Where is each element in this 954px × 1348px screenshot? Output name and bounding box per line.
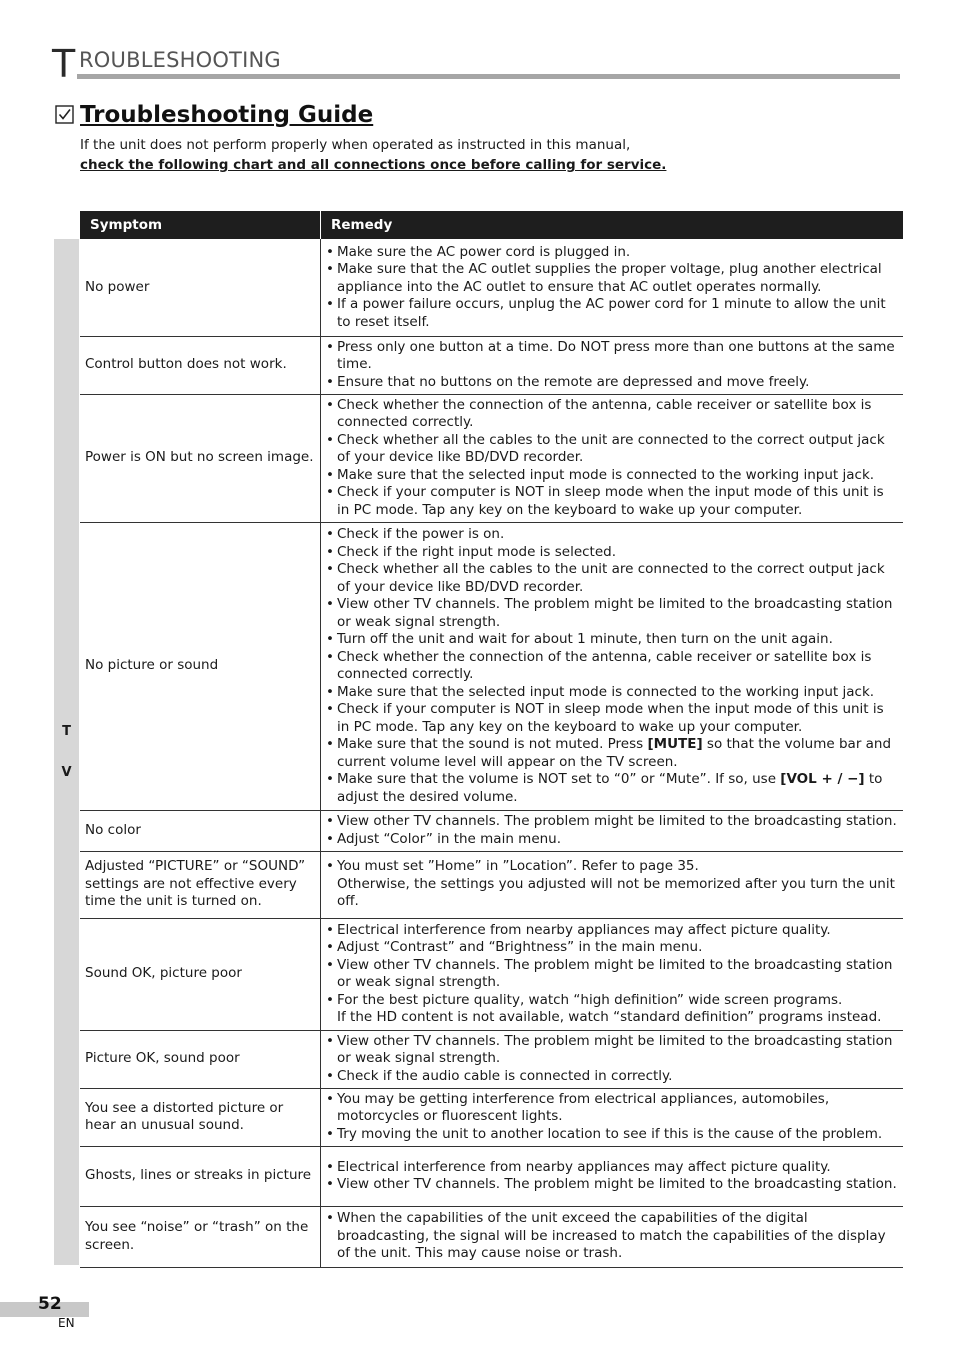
remedy-list bbox=[326, 1210, 899, 1263]
button-name: [MUTE] bbox=[647, 736, 703, 752]
remedy-item: • Electrical interference from nearby appliances may affect picture quality. bbox=[326, 1159, 899, 1177]
remedy-item: • If a power failure occurs, unplug the AC power cord for 1 minute to allow the unit to reset itself. bbox=[326, 296, 899, 331]
intro-line-1: If the unit does not perform properly when operated as instructed in this manual, bbox=[80, 137, 631, 153]
symptom-cell: Adjusted “PICTURE” or “SOUND” settings are not effective every time the unit is turned on. bbox=[80, 851, 321, 918]
remedy-item: • Make sure the AC power cord is plugged in. bbox=[326, 244, 899, 262]
remedy-item: • Check whether all the cables to the unit are connected to the correct output jack of your device like BD/DVD recorder. bbox=[326, 432, 899, 467]
remedy-header: Remedy bbox=[321, 211, 904, 239]
table-row bbox=[80, 336, 903, 394]
sidebar-letter-t: T bbox=[62, 724, 71, 739]
remedy-cell bbox=[321, 1146, 904, 1206]
table-row bbox=[80, 1146, 903, 1206]
remedy-item: • Check if the power is on. bbox=[326, 526, 899, 544]
symptom-cell: Control button does not work. bbox=[80, 336, 321, 394]
remedy-item: • Make sure that the sound is not muted. Press [MUTE] so that the volume bar and current volume level will appear on the TV screen. bbox=[326, 736, 899, 771]
remedy-cell bbox=[321, 1088, 904, 1146]
remedy-item: • Check if the right input mode is selected. bbox=[326, 544, 899, 562]
remedy-item: • Try moving the unit to another location to see if this is the cause of the problem. bbox=[326, 1126, 899, 1144]
table-body bbox=[80, 239, 903, 1267]
remedy-item: • View other TV channels. The problem might be limited to the broadcasting station. bbox=[326, 813, 899, 831]
section-title: Troubleshooting Guide bbox=[80, 102, 374, 128]
remedy-item-continued bbox=[326, 1009, 899, 1027]
symptom-cell: Sound OK, picture poor bbox=[80, 918, 321, 1030]
table-row bbox=[80, 810, 903, 851]
header-initial: T bbox=[52, 42, 76, 86]
table-header-row bbox=[80, 211, 903, 239]
remedy-item: • Check whether all the cables to the unit are connected to the correct output jack of your device like BD/DVD recorder. bbox=[326, 561, 899, 596]
checkbox-icon bbox=[55, 105, 74, 124]
remedy-item: • Check if the audio cable is connected in correctly. bbox=[326, 1068, 899, 1086]
remedy-item: • Make sure that the volume is NOT set to “0” or “Mute”. If so, use [VOL + / −] to adjust the desired volume. bbox=[326, 771, 899, 806]
table-row bbox=[80, 1030, 903, 1088]
remedy-item: • You must set ”Home” in ”Location”. Refer to page 35. bbox=[326, 858, 899, 876]
remedy-list bbox=[326, 813, 899, 848]
intro-text bbox=[80, 135, 666, 175]
remedy-item: • For the best picture quality, watch “high definition” wide screen programs. bbox=[326, 992, 899, 1010]
remedy-list bbox=[326, 1159, 899, 1194]
button-name: [VOL + / −] bbox=[780, 771, 865, 787]
page-number: 52 bbox=[38, 1294, 62, 1314]
remedy-list bbox=[326, 244, 899, 332]
remedy-item: • View other TV channels. The problem might be limited to the broadcasting station or weak signal strength. bbox=[326, 596, 899, 631]
remedy-item: • Check if your computer is NOT in sleep mode when the input mode of this unit is in PC mode. Tap any key on the keyboard to wake up your computer. bbox=[326, 701, 899, 736]
remedy-item: • Check whether the connection of the antenna, cable receiver or satellite box is connected correctly. bbox=[326, 649, 899, 684]
symptom-cell: Picture OK, sound poor bbox=[80, 1030, 321, 1088]
remedy-list bbox=[326, 922, 899, 1027]
remedy-item: • View other TV channels. The problem might be limited to the broadcasting station or weak signal strength. bbox=[326, 1033, 899, 1068]
symptom-cell: Ghosts, lines or streaks in picture bbox=[80, 1146, 321, 1206]
remedy-cell bbox=[321, 336, 904, 394]
remedy-item: • Check whether the connection of the antenna, cable receiver or satellite box is connected correctly. bbox=[326, 397, 899, 432]
remedy-list bbox=[326, 1091, 899, 1144]
header-title: ROUBLESHOOTING bbox=[79, 48, 281, 72]
remedy-cell bbox=[321, 239, 904, 336]
remedy-cell bbox=[321, 1030, 904, 1088]
remedy-item: • Adjust “Contrast” and “Brightness” in the main menu. bbox=[326, 939, 899, 957]
intro-line-2: check the following chart and all connections once before calling for service. bbox=[80, 157, 667, 173]
remedy-item: • When the capabilities of the unit exceed the capabilities of the digital broadcasting, the signal will be increased to match the capabilities of the display of the unit. This may cause noise or trash. bbox=[326, 1210, 899, 1263]
remedy-cell bbox=[321, 522, 904, 810]
table-row bbox=[80, 1088, 903, 1146]
remedy-item: • Electrical interference from nearby appliances may affect picture quality. bbox=[326, 922, 899, 940]
remedy-item: • Make sure that the selected input mode is connected to the working input jack. bbox=[326, 467, 899, 485]
symptom-cell: Power is ON but no screen image. bbox=[80, 394, 321, 522]
remedy-item: • Make sure that the selected input mode is connected to the working input jack. bbox=[326, 684, 899, 702]
remedy-cell bbox=[321, 810, 904, 851]
remedy-item: • Turn off the unit and wait for about 1 minute, then turn on the unit again. bbox=[326, 631, 899, 649]
remedy-item: • You may be getting interference from electrical appliances, automobiles, motorcycles or fluorescent lights. bbox=[326, 1091, 899, 1126]
page-language: EN bbox=[58, 1316, 75, 1330]
section-sidebar bbox=[54, 239, 79, 1265]
remedy-continuation: If the HD content is not available, watch “standard definition” programs instead. bbox=[337, 1009, 882, 1025]
remedy-list bbox=[326, 1033, 899, 1086]
table-row bbox=[80, 918, 903, 1030]
remedy-item: • Press only one button at a time. Do NOT press more than one buttons at the same time. bbox=[326, 339, 899, 374]
remedy-item: • Make sure that the AC outlet supplies the proper voltage, plug another electrical appliance into the AC outlet to ensure that AC outlet operates normally. bbox=[326, 261, 899, 296]
remedy-cell bbox=[321, 1206, 904, 1267]
remedy-list bbox=[326, 858, 899, 911]
remedy-list bbox=[326, 339, 899, 392]
remedy-cell bbox=[321, 918, 904, 1030]
table-row bbox=[80, 522, 903, 810]
symptom-header: Symptom bbox=[80, 211, 321, 239]
remedy-item: • Ensure that no buttons on the remote are depressed and move freely. bbox=[326, 374, 899, 392]
symptom-cell: You see “noise” or “trash” on the screen. bbox=[80, 1206, 321, 1267]
remedy-item-continued bbox=[326, 876, 899, 911]
sidebar-letter-v: V bbox=[61, 765, 72, 780]
troubleshooting-table bbox=[80, 211, 903, 1268]
table-row bbox=[80, 851, 903, 918]
symptom-cell: No picture or sound bbox=[80, 522, 321, 810]
remedy-continuation: Otherwise, the settings you adjusted will not be memorized after you turn the unit off. bbox=[337, 875, 895, 910]
table-row bbox=[80, 394, 903, 522]
remedy-list bbox=[326, 397, 899, 520]
remedy-list bbox=[326, 526, 899, 806]
table-row bbox=[80, 1206, 903, 1267]
remedy-cell bbox=[321, 851, 904, 918]
table-row bbox=[80, 239, 903, 336]
symptom-cell: No power bbox=[80, 239, 321, 336]
symptom-cell: No color bbox=[80, 810, 321, 851]
page-header bbox=[52, 44, 902, 84]
remedy-item: • Check if your computer is NOT in sleep mode when the input mode of this unit is in PC mode. Tap any key on the keyboard to wake up your computer. bbox=[326, 484, 899, 519]
header-rule bbox=[77, 74, 900, 79]
remedy-item: • Adjust “Color” in the main menu. bbox=[326, 831, 899, 849]
remedy-item: • View other TV channels. The problem might be limited to the broadcasting station or weak signal strength. bbox=[326, 957, 899, 992]
remedy-item: • View other TV channels. The problem might be limited to the broadcasting station. bbox=[326, 1176, 899, 1194]
symptom-cell: You see a distorted picture or hear an unusual sound. bbox=[80, 1088, 321, 1146]
remedy-cell bbox=[321, 394, 904, 522]
